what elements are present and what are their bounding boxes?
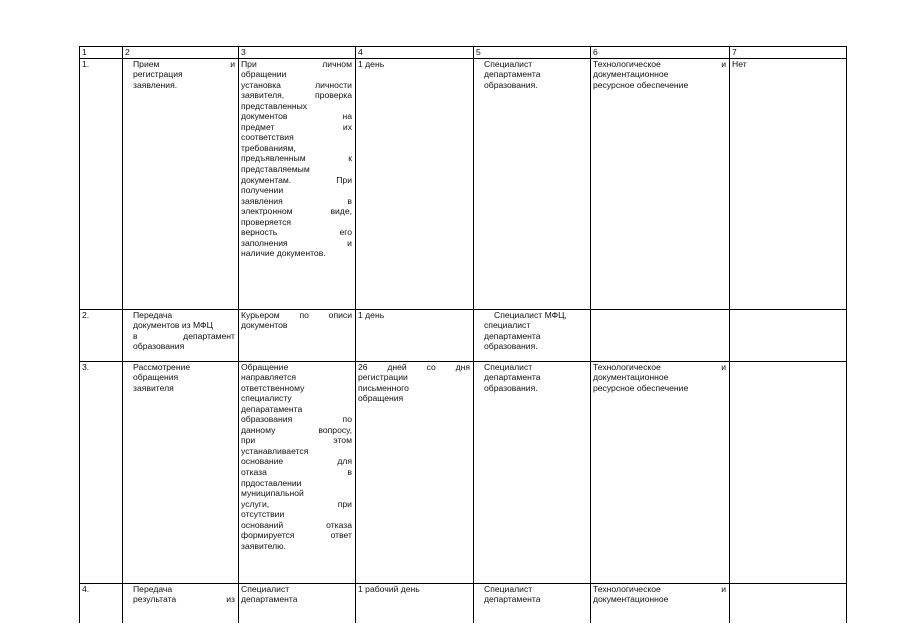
content-line: установка личности <box>241 79 352 90</box>
action-line: Передача <box>133 309 173 320</box>
responsible-line: Специалист <box>484 583 533 594</box>
content-line: заявителю. <box>241 540 286 551</box>
content-line: проверяется <box>241 216 292 227</box>
content-line: обращении <box>241 69 287 80</box>
content-line: заявления в <box>241 195 352 206</box>
content-line: документов <box>241 320 288 331</box>
header-cell-1: 1 <box>80 47 123 59</box>
row-number: 3. <box>80 361 123 583</box>
duration-line: обращения <box>358 393 404 404</box>
responsible-line: департамента <box>484 330 541 341</box>
responsible-line: специалист <box>484 320 531 331</box>
header-cell-4: 4 <box>356 47 474 59</box>
content-line: требованиям, <box>241 142 296 153</box>
content-cell <box>239 583 356 623</box>
duration-cell: 1 рабочий день <box>356 583 474 623</box>
table-row-1 <box>80 58 847 309</box>
resources-line: документационное <box>593 594 669 605</box>
result-cell <box>730 583 847 623</box>
row-number: 2. <box>80 309 123 361</box>
content-line: формируется ответ <box>241 530 352 541</box>
content-line: верность его <box>241 227 352 238</box>
procedure-table <box>79 46 847 623</box>
content-line: документов на <box>241 111 352 122</box>
content-line: департамента <box>241 594 298 605</box>
header-cell-2: 2 <box>123 47 239 59</box>
content-line: предъявленным к <box>241 153 352 164</box>
result-cell <box>730 309 847 361</box>
action-line: заявления. <box>133 79 178 90</box>
content-line: представленных <box>241 100 308 111</box>
responsible-line: образования. <box>484 79 538 90</box>
table-row-2 <box>80 309 847 361</box>
content-line: Курьером по описи <box>241 309 352 320</box>
content-line: документам. При <box>241 174 352 185</box>
action-line: Передача <box>133 583 173 594</box>
action-line: регистрация <box>133 69 183 80</box>
duration-line: 26 дней со дня <box>358 361 470 372</box>
responsible-line: образования. <box>484 382 538 393</box>
content-line: образования по <box>241 414 352 425</box>
content-line: депаратамента <box>241 403 303 414</box>
content-line: представляемым <box>241 164 310 175</box>
header-cell-7: 7 <box>730 47 847 59</box>
content-line: прдоставлении <box>241 477 302 488</box>
content-line: соответствия <box>241 132 294 143</box>
duration-line: регистрации <box>358 372 408 383</box>
content-line: Специалист <box>241 583 290 594</box>
action-line: Рассмотрение <box>133 361 191 372</box>
action-line: заявителя <box>133 382 174 393</box>
duration-line: письменного <box>358 382 409 393</box>
duration-cell: 1 день <box>356 58 474 309</box>
resources-line: ресурсное обеспечение <box>593 382 689 393</box>
content-line: муниципальной <box>241 488 304 499</box>
resources-line: ресурсное обеспечение <box>593 79 689 90</box>
row-number: 1. <box>80 58 123 309</box>
resources-cell <box>591 58 730 309</box>
content-line: заявителя, проверка <box>241 90 352 101</box>
action-cell <box>123 583 239 623</box>
content-cell <box>239 309 356 361</box>
content-cell <box>239 58 356 309</box>
content-line: Обращение <box>241 361 289 372</box>
action-line: Прием и <box>133 58 235 69</box>
content-line: ответственному <box>241 382 305 393</box>
content-cell <box>239 361 356 583</box>
duration-cell <box>356 361 474 583</box>
responsible-line: департамента <box>484 69 541 80</box>
resources-line: Технологическое и <box>593 361 726 372</box>
content-line: электронном виде, <box>241 206 352 217</box>
content-line: При личном <box>241 58 352 69</box>
action-line: результата из <box>133 594 235 605</box>
table-row-4 <box>80 583 847 623</box>
action-line: документов из МФЦ <box>133 320 213 331</box>
responsible-line: образования. <box>484 341 538 352</box>
content-line: данному вопросу, <box>241 424 352 435</box>
action-line: в департамент <box>133 330 235 341</box>
content-line: услуги, при <box>241 498 352 509</box>
result-cell: Нет <box>730 58 847 309</box>
content-line: устанавливается <box>241 445 309 456</box>
content-line: получении <box>241 185 284 196</box>
content-line: специалисту <box>241 393 292 404</box>
responsible-cell <box>474 361 591 583</box>
action-cell <box>123 58 239 309</box>
content-line: предмет их <box>241 121 352 132</box>
responsible-cell <box>474 309 591 361</box>
header-cell-3: 3 <box>239 47 356 59</box>
responsible-line: Специалист <box>484 361 533 372</box>
header-cell-5: 5 <box>474 47 591 59</box>
action-line: образования <box>133 341 185 352</box>
responsible-line: департамента <box>484 594 541 605</box>
content-line: отсутствии <box>241 509 285 520</box>
table-row-3 <box>80 361 847 583</box>
responsible-line: Специалист МФЦ, <box>494 309 567 320</box>
table-header-row <box>80 47 847 59</box>
resources-cell <box>591 361 730 583</box>
content-line: основание для <box>241 456 352 467</box>
resources-line: Технологическое и <box>593 58 726 69</box>
header-cell-6: 6 <box>591 47 730 59</box>
responsible-line: департамента <box>484 372 541 383</box>
responsible-cell <box>474 583 591 623</box>
action-line: обращения <box>133 372 179 383</box>
content-line: наличие документов. <box>241 248 326 259</box>
resources-cell <box>591 309 730 361</box>
row-number: 4. <box>80 583 123 623</box>
resources-line: документационное <box>593 372 669 383</box>
content-line: при этом <box>241 435 352 446</box>
content-line: отказа в <box>241 467 352 478</box>
resources-cell <box>591 583 730 623</box>
responsible-cell <box>474 58 591 309</box>
action-cell <box>123 361 239 583</box>
duration-cell: 1 день <box>356 309 474 361</box>
resources-line: Технологическое и <box>593 583 726 594</box>
content-line: заполнения и <box>241 237 352 248</box>
content-line: оснований отказа <box>241 519 352 530</box>
resources-line: документационное <box>593 69 669 80</box>
responsible-line: Специалист <box>484 58 533 69</box>
action-cell <box>123 309 239 361</box>
result-cell <box>730 361 847 583</box>
content-line: направляется <box>241 372 297 383</box>
